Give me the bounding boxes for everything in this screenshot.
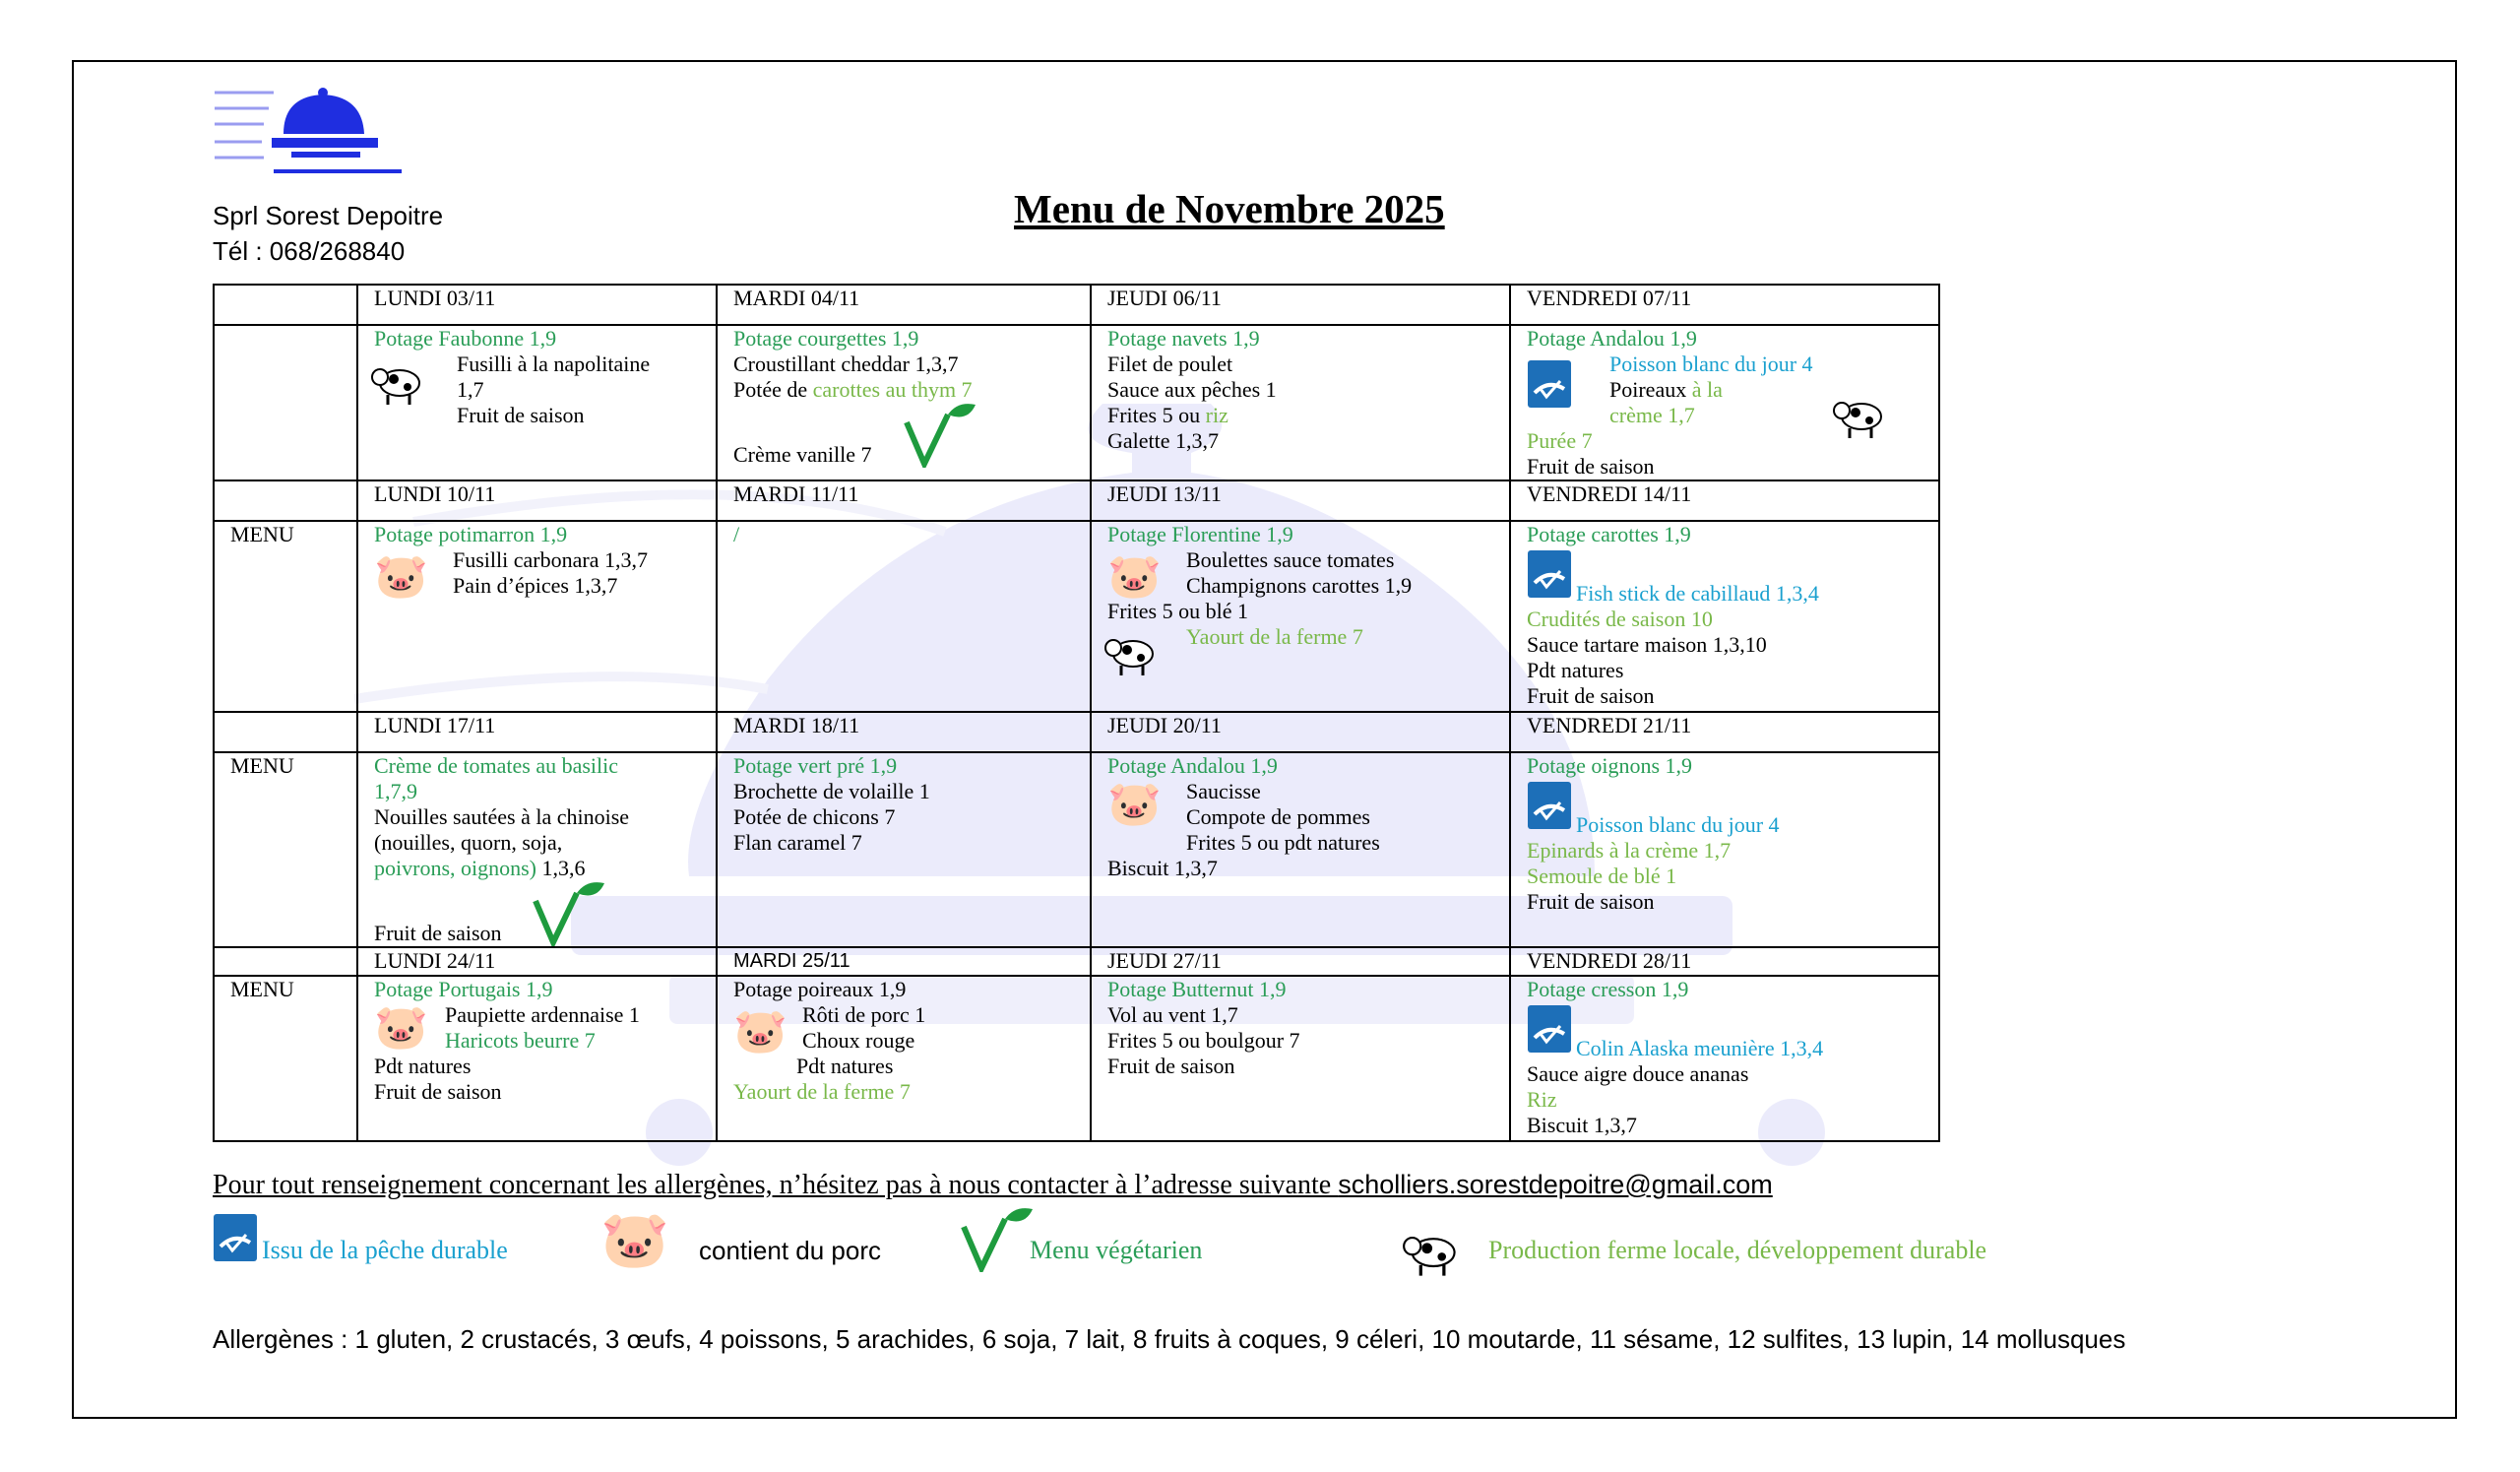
day-header: VENDREDI 28/11	[1510, 947, 1939, 976]
menu-line: Potage Andalou 1,9	[1107, 753, 1278, 778]
menu-line: Croustillant cheddar 1,3,7	[733, 352, 959, 376]
menu-cell	[357, 521, 717, 712]
menu-line: Potage cresson 1,9	[1527, 977, 1689, 1001]
legend-pork-label: contient du porc	[699, 1236, 882, 1265]
menu-line: Potage Florentine 1,9	[1107, 522, 1293, 546]
day-header: MARDI 11/11	[717, 480, 1091, 521]
menu-cell	[1510, 752, 1939, 947]
menu-line: Fruit de saison	[374, 921, 502, 945]
menu-line: crème 1,7	[1609, 403, 1695, 427]
menu-line: Fruit de saison	[1527, 454, 1655, 479]
pig-icon: 🐷	[600, 1210, 669, 1271]
menu-line: Potage navets 1,9	[1107, 326, 1260, 351]
menu-line: Crème vanille 7	[733, 442, 872, 467]
menu-cell	[357, 976, 717, 1141]
menu-line: Flan caramel 7	[733, 830, 862, 855]
allergen-contact-line	[213, 1170, 1773, 1201]
vegetarian-icon	[903, 401, 977, 468]
menu-line: Potage oignons 1,9	[1527, 753, 1693, 778]
row-label: MENU	[214, 752, 357, 947]
menu-line: Colin Alaska meunière 1,3,4	[1576, 1036, 1824, 1060]
menu-cell	[1091, 325, 1510, 480]
allergen-list: Allergènes : 1 gluten, 2 crustacés, 3 œufs, 4 poissons, 5 arachides, 6 soja, 7 lait, 8 fruits à coques, 9 céleri, 10 moutarde, 11 sésame, 12 sulfites, 13 lupin, 14 mollusques	[213, 1324, 2126, 1354]
menu-line: riz	[1205, 403, 1228, 427]
sustainable-fishing-icon	[1527, 549, 1572, 599]
menu-cell	[1091, 752, 1510, 947]
menu-line: Potage courgettes 1,9	[733, 326, 919, 351]
menu-line: Champignons carottes 1,9	[1186, 573, 1413, 598]
menu-line: Potage Butternut 1,9	[1107, 977, 1287, 1001]
cow-icon	[1832, 391, 1887, 440]
company-phone: Tél : 068/268840	[213, 236, 406, 266]
menu-line: Frites 5 ou boulgour 7	[1107, 1028, 1300, 1053]
menu-line: Fish stick de cabillaud 1,3,4	[1576, 581, 1819, 606]
menu-line: Riz	[1527, 1087, 1557, 1112]
menu-cell	[1510, 521, 1939, 712]
day-header: JEUDI 27/11	[1091, 947, 1510, 976]
menu-line: Fruit de saison	[1107, 1054, 1235, 1078]
menu-line: Fusilli à la napolitaine	[457, 352, 651, 376]
menu-line: Saucisse	[1186, 779, 1261, 803]
menu-cell	[1091, 521, 1510, 712]
menu-line: carottes au thym 7	[812, 377, 973, 402]
contact-text: Pour tout renseignement concernant les allergènes, n’hésitez pas à nous contacter à l’adresse suivante	[213, 1170, 1339, 1200]
day-header: VENDREDI 07/11	[1510, 285, 1939, 325]
legend-farm-label: Production ferme locale, développement durable	[1488, 1236, 1987, 1264]
menu-line: Sauce aux pêches 1	[1107, 377, 1277, 402]
menu-cell	[357, 325, 717, 480]
menu-line: Poisson blanc du jour 4	[1609, 352, 1813, 376]
day-header: LUNDI 03/11	[357, 285, 717, 325]
day-header: JEUDI 06/11	[1091, 285, 1510, 325]
menu-line: Potée de chicons 7	[733, 804, 896, 829]
cow-icon	[1402, 1225, 1461, 1278]
pig-icon: 🐷	[733, 1007, 788, 1056]
day-header: MARDI 04/11	[717, 285, 1091, 325]
menu-line: à la	[1691, 377, 1723, 402]
pig-icon: 🐷	[1107, 780, 1162, 828]
menu-line: (nouilles, quorn, soja,	[374, 830, 563, 855]
legend-fish-label: Issu de la pêche durable	[262, 1236, 508, 1264]
company-name: Sprl Sorest Depoitre	[213, 201, 444, 230]
day-header: MARDI 18/11	[717, 712, 1091, 752]
menu-line: Potée de	[733, 377, 813, 402]
day-header: LUNDI 17/11	[357, 712, 717, 752]
menu-line: Brochette de volaille 1	[733, 779, 930, 803]
menu-line: Yaourt de la ferme 7	[733, 1079, 911, 1104]
menu-line: Pdt natures	[796, 1054, 894, 1078]
day-header: VENDREDI 14/11	[1510, 480, 1939, 521]
day-header: MARDI 25/11	[717, 947, 1091, 976]
menu-line: Fruit de saison	[457, 403, 585, 427]
menu-line: Fusilli carbonara 1,3,7	[453, 547, 648, 572]
cow-icon	[1103, 628, 1159, 677]
menu-line: Biscuit 1,3,7	[1527, 1113, 1637, 1137]
menu-line: Potage Andalou 1,9	[1527, 326, 1697, 351]
company-logo	[215, 85, 402, 183]
menu-line: Crudités de saison 10	[1527, 607, 1713, 631]
menu-line: Potage vert pré 1,9	[733, 753, 898, 778]
menu-line: Pdt natures	[374, 1054, 472, 1078]
menu-cell	[717, 976, 1091, 1141]
menu-line: Frites 5 ou blé 1	[1107, 599, 1248, 623]
menu-cell	[1510, 976, 1939, 1141]
menu-line: 1,7,9	[374, 779, 417, 803]
menu-cell	[1510, 325, 1939, 480]
menu-line: Compote de pommes	[1186, 804, 1370, 829]
menu-line: Vol au vent 1,7	[1107, 1002, 1238, 1027]
menu-line: 1,3,6	[536, 856, 586, 880]
menu-line: 1,7	[457, 377, 484, 402]
menu-line: Sauce aigre douce ananas	[1527, 1061, 1749, 1086]
menu-line: Sauce tartare maison 1,3,10	[1527, 632, 1767, 657]
menu-line: Biscuit 1,3,7	[1107, 856, 1218, 880]
menu-line: Semoule de blé 1	[1527, 864, 1677, 888]
day-header: JEUDI 13/11	[1091, 480, 1510, 521]
menu-line: Nouilles sautées à la chinoise	[374, 804, 630, 829]
menu-line: Filet de poulet	[1107, 352, 1233, 376]
vegetarian-icon	[532, 879, 606, 946]
menu-line: Potage potimarron 1,9	[374, 522, 568, 546]
menu-line: Galette 1,3,7	[1107, 428, 1220, 453]
pig-icon: 🐷	[374, 1003, 428, 1052]
day-header: LUNDI 10/11	[357, 480, 717, 521]
menu-line: Poireaux	[1609, 377, 1692, 402]
menu-line: Potage Portugais 1,9	[374, 977, 553, 1001]
menu-line: /	[733, 522, 740, 546]
row-label-cell	[214, 712, 357, 752]
pig-icon: 🐷	[374, 552, 428, 601]
page-title: Menu de Novembre 2025	[1014, 186, 1445, 231]
menu-line: Fruit de saison	[374, 1079, 502, 1104]
day-header: JEUDI 20/11	[1091, 712, 1510, 752]
menu-line: poivrons, oignons)	[374, 856, 536, 880]
menu-line: Yaourt de la ferme 7	[1186, 624, 1363, 649]
sustainable-fishing-icon	[1527, 781, 1572, 830]
vegetarian-icon	[960, 1205, 1035, 1272]
menu-line: Paupiette ardennaise 1	[445, 1002, 640, 1027]
day-header: LUNDI 24/11	[357, 947, 717, 976]
menu-line: Potage Faubonne 1,9	[374, 326, 557, 351]
row-label-cell	[214, 480, 357, 521]
row-label-cell	[214, 285, 357, 325]
menu-line: Boulettes sauce tomates	[1186, 547, 1395, 572]
menu-line: Crème de tomates au basilic	[374, 753, 619, 778]
menu-line: Epinards à la crème 1,7	[1527, 838, 1732, 863]
menu-line: Fruit de saison	[1527, 889, 1655, 914]
menu-line: Fruit de saison	[1527, 683, 1655, 708]
menu-cell	[717, 521, 1091, 712]
menu-line: Frites 5 ou pdt natures	[1186, 830, 1380, 855]
menu-line: Rôti de porc 1	[802, 1002, 926, 1027]
menu-line: Purée 7	[1527, 428, 1593, 453]
pig-icon: 🐷	[1107, 552, 1162, 601]
row-label: MENU	[214, 976, 357, 1141]
menu-cell	[717, 752, 1091, 947]
menu-line: Choux rouge	[802, 1028, 915, 1053]
menu-line: Potage carottes 1,9	[1527, 522, 1691, 546]
menu-cell	[357, 752, 717, 947]
menu-cell	[1091, 976, 1510, 1141]
menu-cell	[717, 325, 1091, 480]
menu-table	[213, 284, 1940, 1142]
contact-email-link[interactable]: scholliers.sorestdepoitre@gmail.com	[1338, 1170, 1773, 1199]
legend-veg-label: Menu végétarien	[1030, 1236, 1203, 1264]
menu-line: Haricots beurre 7	[445, 1028, 596, 1053]
row-label-cell	[214, 325, 357, 480]
row-label-cell	[214, 947, 357, 976]
cow-icon	[370, 357, 425, 407]
menu-line: Pain d’épices 1,3,7	[453, 573, 618, 598]
row-label: MENU	[214, 521, 357, 712]
menu-line: Frites 5 ou	[1107, 403, 1206, 427]
sustainable-fishing-icon	[213, 1213, 258, 1262]
menu-line: Poisson blanc du jour 4	[1576, 812, 1780, 837]
menu-line: Potage poireaux 1,9	[733, 977, 907, 1001]
day-header: VENDREDI 21/11	[1510, 712, 1939, 752]
sustainable-fishing-icon	[1527, 1004, 1572, 1054]
sustainable-fishing-icon	[1527, 359, 1572, 409]
menu-line: Pdt natures	[1527, 658, 1624, 682]
